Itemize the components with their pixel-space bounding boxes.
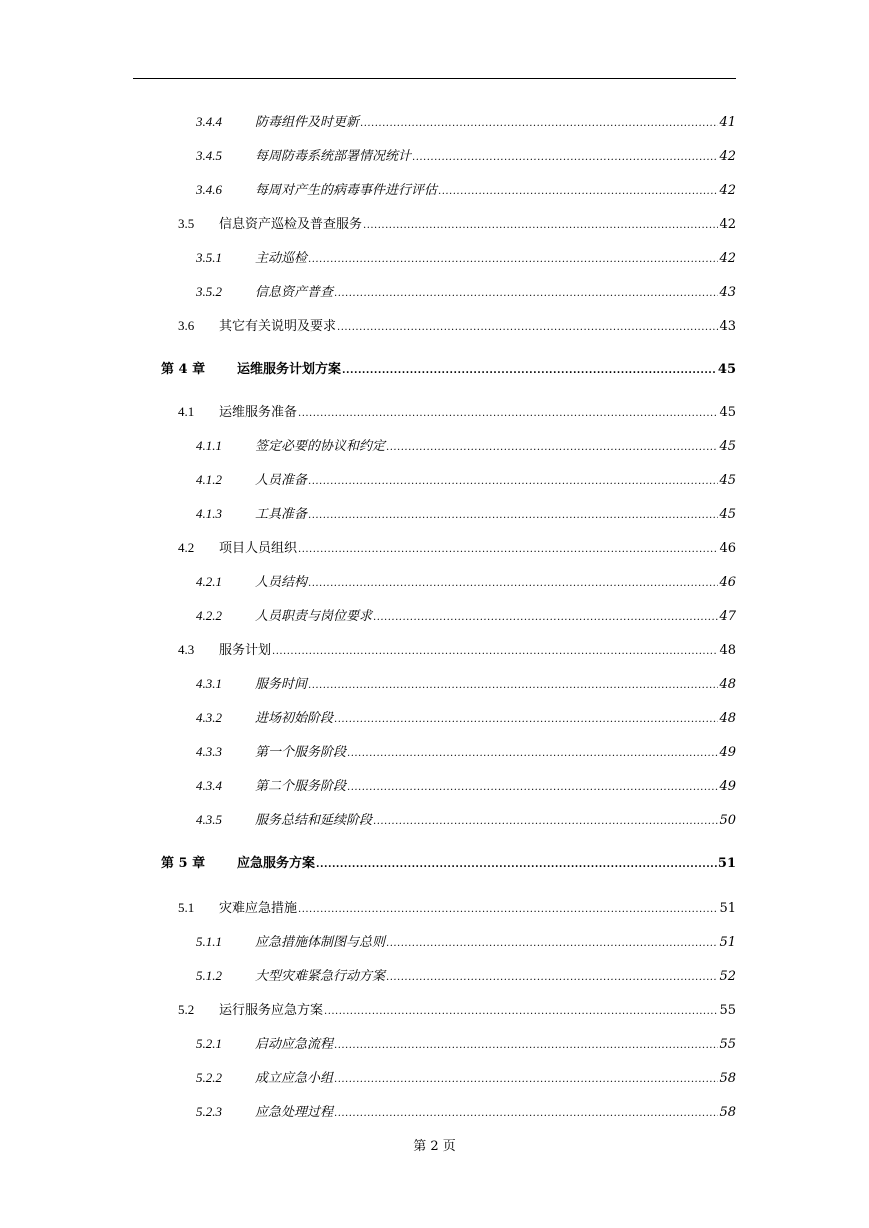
toc-entry[interactable] (196, 1103, 736, 1121)
toc-entry-number: 4.2.1 (196, 574, 222, 589)
toc-entry[interactable] (178, 539, 736, 557)
toc-entry-number: 3.4.4 (196, 114, 222, 129)
toc-entry-number: 3.4.6 (196, 182, 222, 197)
toc-entry-title: 信息资产普查 (255, 285, 334, 300)
toc-entry-number: 3.5.2 (196, 284, 222, 299)
toc-leader-dots (363, 216, 718, 235)
toc-entry-title: 灾难应急措施 (219, 901, 298, 916)
toc-entry-page: 49 (719, 745, 736, 760)
toc-leader-dots (308, 250, 718, 269)
toc-entry-number: 5.2 (178, 1002, 195, 1017)
toc-entry-title: 签定必要的协议和约定 (255, 439, 386, 454)
toc-leader-dots (272, 642, 718, 661)
toc-entry-page: 55 (719, 1037, 736, 1052)
toc-entry[interactable] (196, 967, 736, 985)
toc-entry-title: 运行服务应急方案 (219, 1003, 324, 1018)
toc-entry-title: 工具准备 (255, 507, 308, 522)
toc-leader-dots (412, 148, 718, 167)
toc-entry-page: 58 (719, 1071, 736, 1086)
toc-entry-number: 5.1 (178, 900, 195, 915)
toc-entry[interactable] (161, 855, 736, 873)
toc-entry-page: 49 (719, 779, 736, 794)
toc-entry-title: 运维服务计划方案 (237, 362, 342, 377)
toc-entry-title: 每周防毒系统部署情况统计 (255, 149, 412, 164)
toc-entry-number: 第 4 章 (161, 362, 206, 377)
toc-entry-page: 51 (719, 901, 736, 916)
toc-entry-title: 服务时间 (255, 677, 308, 692)
toc-leader-dots (308, 574, 718, 593)
toc-entry-title: 信息资产巡检及普查服务 (219, 217, 363, 232)
toc-entry-number: 第 5 章 (161, 856, 206, 871)
toc-entry-number: 3.5.1 (196, 250, 222, 265)
toc-leader-dots (334, 1070, 718, 1089)
toc-entry[interactable] (196, 181, 736, 199)
toc-entry-number: 4.3.5 (196, 812, 222, 827)
toc-entry[interactable] (196, 283, 736, 301)
toc-entry[interactable] (196, 573, 736, 591)
toc-leader-dots (334, 284, 718, 303)
toc-leader-dots (308, 472, 718, 491)
toc-entry-title: 进场初始阶段 (255, 711, 334, 726)
toc-leader-dots (334, 1104, 718, 1123)
toc-entry-title: 服务总结和延续阶段 (255, 813, 373, 828)
toc-entry[interactable] (196, 113, 736, 131)
toc-entry-title: 应急处理过程 (255, 1105, 334, 1120)
toc-entry-page: 42 (719, 183, 736, 198)
toc-entry[interactable] (178, 1001, 736, 1019)
toc-entry[interactable] (178, 215, 736, 233)
toc-entry[interactable] (196, 505, 736, 523)
toc-entry-page: 42 (719, 251, 736, 266)
toc-entry-title: 大型灾难紧急行动方案 (255, 969, 386, 984)
toc-entry-title: 服务计划 (219, 643, 272, 658)
toc-entry-page: 45 (719, 439, 736, 454)
toc-entry[interactable] (196, 675, 736, 693)
toc-entry-number: 3.5 (178, 216, 195, 231)
toc-entry-number: 4.2 (178, 540, 195, 555)
toc-leader-dots (298, 404, 718, 423)
toc-entry[interactable] (178, 641, 736, 659)
toc-entry-number: 5.2.1 (196, 1036, 222, 1051)
toc-leader-dots (298, 900, 718, 919)
toc-leader-dots (334, 1036, 718, 1055)
toc-entry-number: 4.1 (178, 404, 195, 419)
toc-entry[interactable] (196, 471, 736, 489)
toc-entry-page: 45 (719, 473, 736, 488)
toc-entry-page: 48 (719, 711, 736, 726)
toc-entry-title: 防毒组件及时更新 (255, 115, 360, 130)
toc-entry[interactable] (196, 437, 736, 455)
toc-leader-dots (386, 934, 718, 953)
toc-leader-dots (298, 540, 718, 559)
toc-entry-number: 4.3.2 (196, 710, 222, 725)
toc-entry-title: 人员准备 (255, 473, 308, 488)
toc-entry-title: 主动巡检 (255, 251, 308, 266)
toc-entry-page: 51 (717, 856, 736, 871)
toc-entry-page: 46 (719, 541, 736, 556)
toc-entry[interactable] (196, 147, 736, 165)
toc-entry-title: 应急措施体制图与总则 (255, 935, 386, 950)
toc-entry-number: 5.1.2 (196, 968, 222, 983)
toc-entry[interactable] (196, 1069, 736, 1087)
toc-entry-page: 58 (719, 1105, 736, 1120)
toc-entry[interactable] (178, 403, 736, 421)
toc-entry-page: 48 (719, 643, 736, 658)
toc-entry[interactable] (196, 933, 736, 951)
toc-entry[interactable] (196, 249, 736, 267)
toc-entry-page: 45 (719, 507, 736, 522)
toc-leader-dots (324, 1002, 718, 1021)
header-rule (133, 78, 736, 79)
toc-entry[interactable] (196, 1035, 736, 1053)
toc-entry-number: 5.1.1 (196, 934, 222, 949)
toc-leader-dots (373, 608, 718, 627)
toc-entry-page: 55 (719, 1003, 736, 1018)
toc-leader-dots (347, 744, 718, 763)
toc-entry-page: 43 (719, 285, 736, 300)
toc-entry-page: 46 (719, 575, 736, 590)
toc-leader-dots (342, 361, 717, 380)
toc-entry[interactable] (161, 361, 736, 379)
toc-entry-number: 4.3.3 (196, 744, 222, 759)
toc-entry-title: 第二个服务阶段 (255, 779, 347, 794)
toc-entry-page: 41 (719, 115, 736, 130)
toc-entry-number: 4.3.4 (196, 778, 222, 793)
toc-leader-dots (438, 182, 718, 201)
toc-entry-page: 45 (719, 405, 736, 420)
toc-leader-dots (386, 438, 718, 457)
toc-entry-title: 每周对产生的病毒事件进行评估 (255, 183, 438, 198)
toc-entry-page: 51 (719, 935, 736, 950)
toc-entry-page: 52 (719, 969, 736, 984)
toc-entry[interactable] (196, 743, 736, 761)
toc-entry-page: 42 (719, 217, 736, 232)
toc-leader-dots (308, 506, 718, 525)
toc-entry[interactable] (178, 899, 736, 917)
toc-entry-number: 3.4.5 (196, 148, 222, 163)
toc-leader-dots (386, 968, 718, 987)
toc-entry-page: 45 (717, 362, 736, 377)
toc-leader-dots (360, 114, 718, 133)
toc-entry-title: 项目人员组织 (219, 541, 298, 556)
toc-entry-title: 人员结构 (255, 575, 308, 590)
toc-leader-dots (308, 676, 718, 695)
toc-entry-title: 第一个服务阶段 (255, 745, 347, 760)
toc-entry-number: 4.1.2 (196, 472, 222, 487)
toc-leader-dots (316, 855, 717, 874)
toc-entry-title: 其它有关说明及要求 (219, 319, 337, 334)
toc-entry-number: 4.1.3 (196, 506, 222, 521)
toc-leader-dots (373, 812, 718, 831)
toc-leader-dots (337, 318, 718, 337)
toc-entry-title: 人员职责与岗位要求 (255, 609, 373, 624)
toc-entry[interactable] (196, 607, 736, 625)
toc-entry[interactable] (178, 317, 736, 335)
toc-entry-title: 应急服务方案 (237, 856, 316, 871)
toc-entry[interactable] (196, 777, 736, 795)
toc-entry-number: 5.2.2 (196, 1070, 222, 1085)
toc-entry-number: 4.3.1 (196, 676, 222, 691)
toc-entry-page: 42 (719, 149, 736, 164)
toc-leader-dots (334, 710, 718, 729)
toc-entry-title: 运维服务准备 (219, 405, 298, 420)
toc-entry-page: 50 (719, 813, 736, 828)
toc-entry-page: 47 (719, 609, 736, 624)
toc-leader-dots (347, 778, 718, 797)
toc-entry[interactable] (196, 709, 736, 727)
toc-entry-page: 43 (719, 319, 736, 334)
toc-entry-page: 48 (719, 677, 736, 692)
page-number: 第 2 页 (413, 1139, 456, 1154)
toc-entry-title: 启动应急流程 (255, 1037, 334, 1052)
toc-entry[interactable] (196, 811, 736, 829)
toc-entry-number: 3.6 (178, 318, 195, 333)
toc-entry-number: 4.2.2 (196, 608, 222, 623)
toc-entry-number: 4.3 (178, 642, 195, 657)
toc-entry-number: 4.1.1 (196, 438, 222, 453)
toc-entry-number: 5.2.3 (196, 1104, 222, 1119)
toc-entry-title: 成立应急小组 (255, 1071, 334, 1086)
